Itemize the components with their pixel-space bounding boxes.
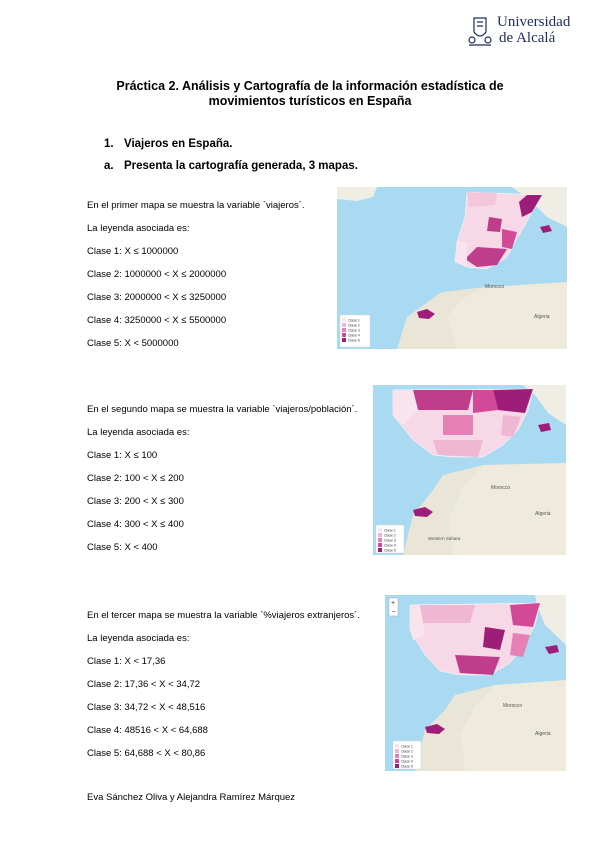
map3-class-3: Clase 3: 34,72 < X < 48,516	[87, 702, 206, 713]
map2-class-2: Clase 2: 100 < X ≤ 200	[87, 473, 184, 484]
map2-class-3: Clase 3: 200 < X ≤ 300	[87, 496, 184, 507]
map2-legend-title: La leyenda asociada es:	[87, 427, 190, 438]
subsection-letter: a.	[104, 160, 114, 172]
map2-class-5: Clase 5: X < 400	[87, 542, 158, 553]
map2-class-4: Clase 4: 300 < X ≤ 400	[87, 519, 184, 530]
svg-text:Clase 2: Clase 2	[384, 533, 396, 538]
map2-intro: En el segundo mapa se muestra la variable `viajeros/población´.	[87, 404, 358, 415]
svg-text:Clase 1: Clase 1	[401, 744, 413, 749]
label-western-sahara: Western Sahara	[428, 536, 461, 541]
logo-text-line2: de Alcalá	[499, 30, 556, 46]
map1-class-3: Clase 3: 2000000 < X ≤ 3250000	[87, 292, 227, 303]
map1-legend-title: La leyenda asociada es:	[87, 223, 190, 234]
map-legend	[340, 315, 370, 347]
title-line1: Práctica 2. Análisis y Cartografía de la información estadística de	[116, 79, 504, 93]
svg-text:Clase 3: Clase 3	[348, 328, 360, 333]
map3-class-5: Clase 5: 64,688 < X < 80,86	[87, 748, 206, 759]
region-andalucia	[433, 440, 483, 457]
svg-text:Clase 4: Clase 4	[384, 543, 396, 548]
map3-intro: En el tercer mapa se muestra la variable `%viajeros extranjeros´.	[87, 610, 360, 621]
svg-text:Clase 3: Clase 3	[384, 538, 396, 543]
svg-text:Clase 5: Clase 5	[348, 338, 360, 343]
region-north	[467, 192, 497, 207]
map3-class-2: Clase 2: 17,36 < X < 34,72	[87, 679, 201, 690]
map1-class-4: Clase 4: 3250000 < X ≤ 5500000	[87, 315, 227, 326]
svg-text:Clase 5: Clase 5	[384, 548, 396, 553]
map1-intro: En el primer mapa se muestra la variable `viajeros´.	[87, 200, 305, 211]
svg-text:Clase 2: Clase 2	[401, 749, 413, 754]
svg-text:Clase 4: Clase 4	[348, 333, 360, 338]
zoom-in-icon[interactable]: +	[391, 600, 396, 607]
svg-text:Clase 5: Clase 5	[401, 764, 413, 769]
map-viajeros-poblacion	[373, 385, 566, 555]
svg-text:Clase 4: Clase 4	[401, 759, 413, 764]
label-morocco: Morocco	[491, 485, 511, 491]
label-algeria: Algeria	[535, 511, 551, 517]
footer-authors: Eva Sánchez Oliva y Alejandra Ramírez Márquez	[87, 792, 296, 803]
label-algeria: Algeria	[535, 731, 551, 737]
map-viajeros	[337, 187, 567, 349]
svg-text:Clase 2: Clase 2	[348, 323, 360, 328]
label-morocco: Morocco	[503, 703, 523, 709]
region-north	[413, 390, 473, 410]
map2-class-1: Clase 1: X ≤ 100	[87, 450, 158, 461]
map3-class-1: Clase 1: X < 17,36	[87, 656, 166, 667]
region-andalucia	[455, 655, 500, 675]
region-madrid	[487, 217, 502, 232]
map-legend	[376, 525, 404, 553]
map1-class-5: Clase 5: X < 5000000	[87, 338, 179, 349]
document-title	[100, 79, 520, 109]
logo-text-line1: Universidad	[497, 14, 571, 30]
svg-text:Clase 1: Clase 1	[348, 318, 360, 323]
region-center	[443, 415, 473, 435]
label-algeria: Algeria	[534, 314, 550, 320]
zoom-out-icon[interactable]: −	[391, 609, 396, 616]
map-legend	[393, 741, 421, 769]
map1-class-2: Clase 2: 1000000 < X ≤ 2000000	[87, 269, 227, 280]
label-morocco: Morocco	[485, 284, 505, 290]
map3-legend-title: La leyenda asociada es:	[87, 633, 190, 644]
section-number: 1.	[104, 138, 114, 150]
region-north	[415, 605, 475, 623]
title-line2: movimientos turísticos en España	[208, 94, 412, 108]
zoom-control[interactable]	[389, 598, 398, 616]
map3-class-4: Clase 4: 48516 < X < 64,688	[87, 725, 208, 736]
subsection-heading: Presenta la cartografía generada, 3 mapas.	[124, 160, 358, 172]
svg-text:Clase 3: Clase 3	[401, 754, 413, 759]
map-viajeros-extranjeros	[385, 595, 566, 771]
map1-class-1: Clase 1: X ≤ 1000000	[87, 246, 179, 257]
section-heading: Viajeros en España.	[124, 138, 233, 150]
svg-text:Clase 1: Clase 1	[384, 528, 396, 533]
